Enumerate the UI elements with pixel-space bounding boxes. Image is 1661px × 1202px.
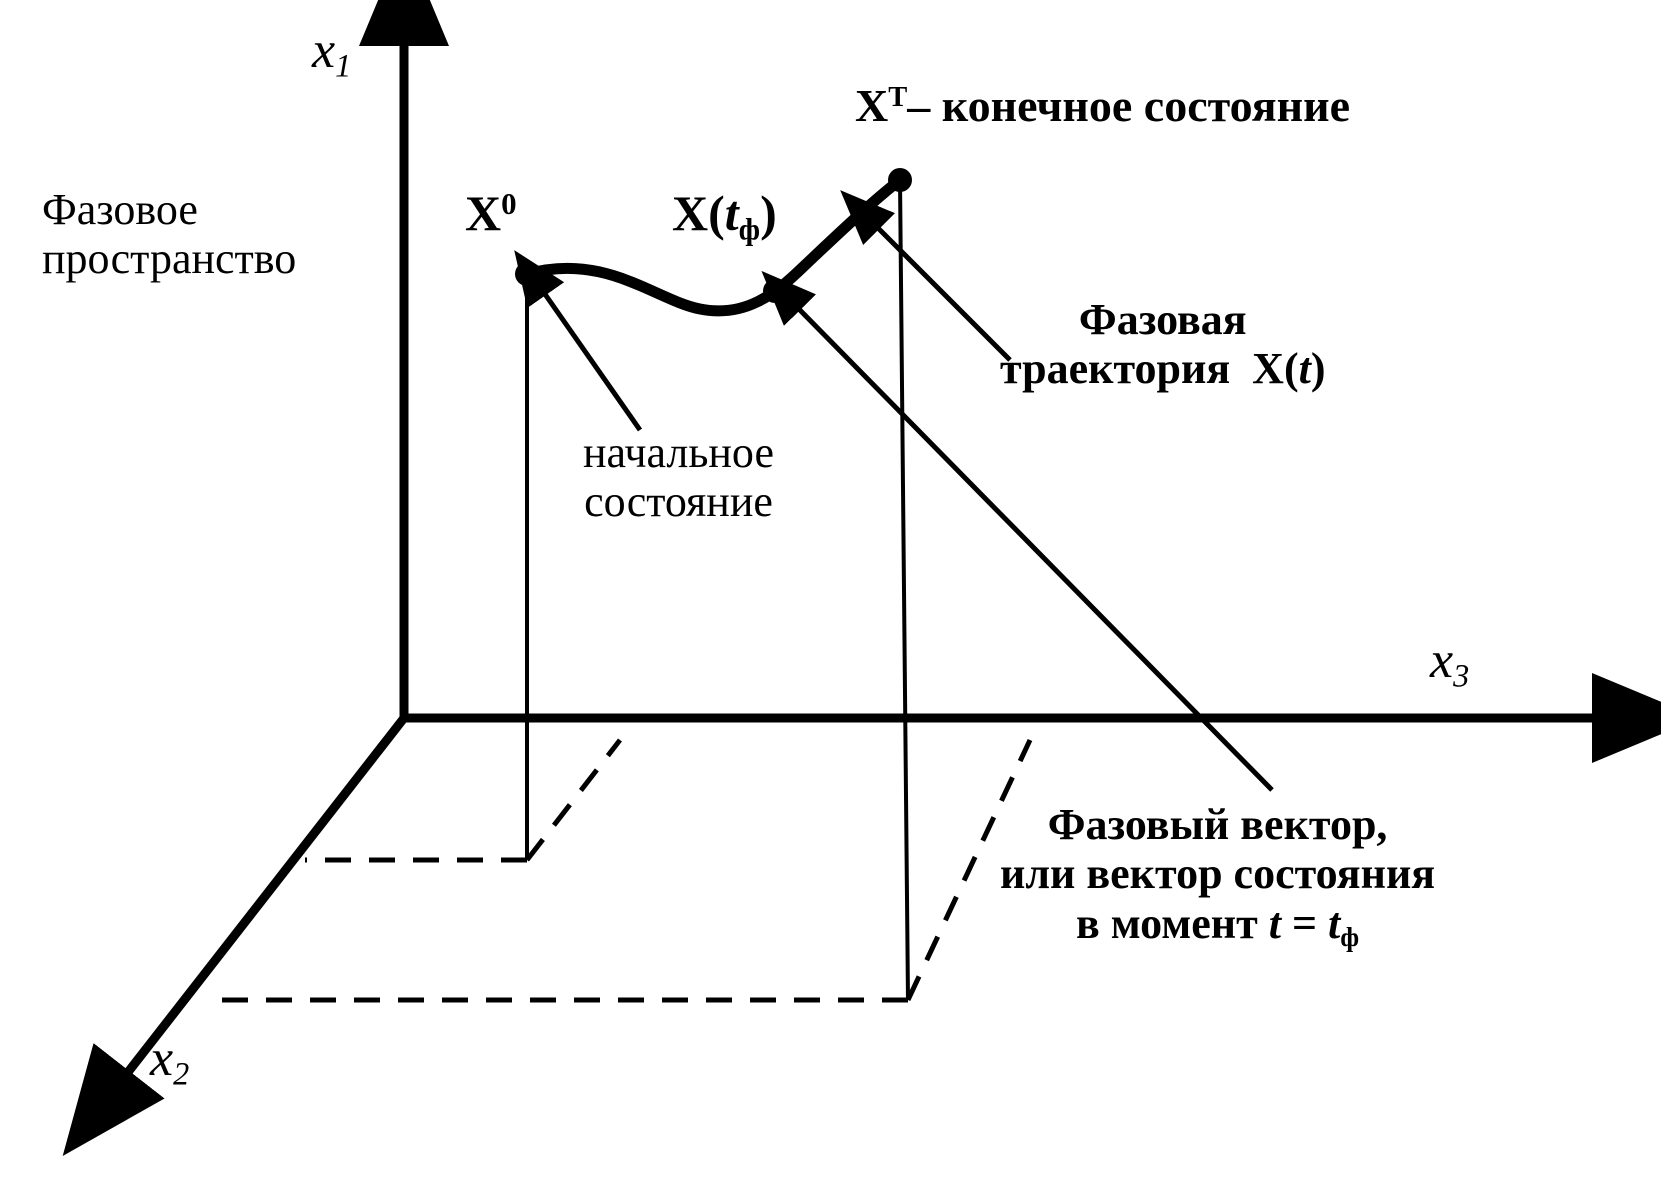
point-x-tf: [763, 279, 787, 303]
projection-x0-dashed-oblique: [527, 740, 620, 860]
projection-xt-vertical: [900, 180, 908, 1000]
axis-x1-label: $x_1$: [312, 22, 352, 84]
trajectory-label: [1000, 295, 1326, 394]
phase-vector-line2: или вектор состояния: [1000, 849, 1436, 899]
trajectory-line1: Фазовая: [1078, 295, 1247, 344]
projection-group: [208, 180, 1030, 1000]
final-state-label: $X^T-$ конечное состояние: [855, 80, 1351, 131]
point-xt: [888, 168, 912, 192]
initial-state-line2: состояние: [584, 477, 773, 527]
phase-vector-label: [1000, 800, 1435, 952]
x-tf-label: $X(t_ф)$: [672, 185, 777, 247]
leader-initial-state: [540, 287, 640, 430]
x0-label: $X^0$: [465, 185, 517, 241]
trajectory-line2: траектория X(t): [1000, 344, 1326, 394]
initial-state-line1: начальное: [583, 428, 774, 477]
axis-x3-label: $x_3$: [1430, 632, 1470, 694]
phase-space-label: [42, 185, 296, 284]
leader-trajectory: [872, 222, 1010, 360]
point-x0: [515, 262, 539, 286]
axis-x2-label: $x_2$: [150, 1030, 190, 1092]
initial-state-label: [583, 428, 774, 527]
phase-space-line1: Фазовое: [42, 185, 198, 234]
phase-vector-line1: Фазовый вектор,: [1047, 800, 1388, 849]
phase-space-line2: пространство: [42, 234, 297, 284]
phase-vector-line3: в момент $t = t_ф$: [1075, 898, 1360, 952]
